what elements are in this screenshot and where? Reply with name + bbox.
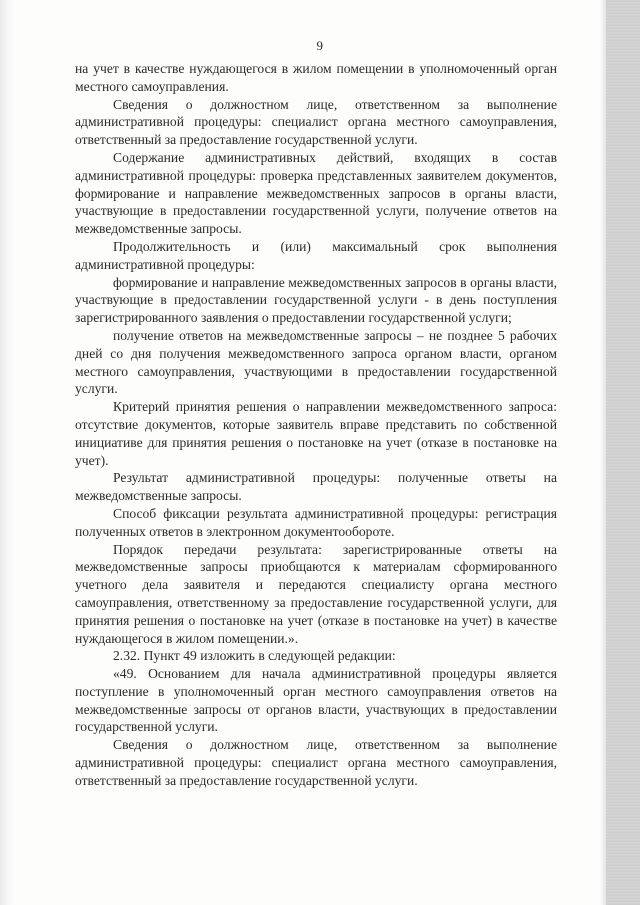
paragraph-response-receiving: получение ответов на межведомственные запросы – не позднее 5 рабочих дней со дня получения межведомственного запроса органом власти, органом местного самоуправления, участвующими в предоставлении государственной услуги.: [75, 327, 557, 397]
paragraph-responsible-person: Сведения о должностном лице, ответственном за выполнение административной процедуры: специалист органа местного самоуправления, ответственный за предоставление государственной услуги.: [75, 96, 557, 148]
paragraph-clause-49: «49. Основанием для начала административной процедуры является поступление в уполномоченный орган местного самоуправления ответов на межведомственные запросы от органов власти, участвующих в предоставлении государственной услуги.: [75, 666, 557, 735]
paragraph-responsible-person-2: Сведения о должностном лице, ответственном за выполнение административной процедуры: специалист органа местного самоуправления, ответственный за предоставление государственной услуги.: [75, 737, 557, 788]
paragraph-result: Результат административной процедуры: полученные ответы на межведомственные запросы.: [75, 470, 557, 504]
page-number: 9: [316, 38, 324, 53]
paragraph-fixation-method: Способ фиксации результата административной процедуры: регистрация полученных ответов в электронном документообороте.: [75, 505, 557, 539]
paragraph-content-of-actions: Содержание административных действий, входящих в состав административной процедуры: проверка представленных заявителем документов, формирование и направление межведомственных запросов в органы власти, участвующие в предоставлении государственной услуги, получение ответов на межведомственные запросы.: [75, 149, 557, 237]
paragraph-decision-criterion: Критерий принятия решения о направлении межведомственного запроса: отсутствие документов, которые заявитель вправе представить по собственной инициативе для принятия решения о постановке на учет (отказе в постановке на учет).: [75, 399, 557, 468]
paragraph-continuation: на учет в качестве нуждающегося в жилом помещении в уполномоченный орган местного самоуправления.: [75, 61, 557, 94]
scan-shadow-left: [0, 0, 14, 905]
paragraph-duration: Продолжительность и (или) максимальный срок выполнения административной процедуры:: [75, 238, 557, 272]
paragraph-clause-2-32: 2.32. Пункт 49 изложить в следующей редакции:: [113, 648, 396, 664]
paragraph-request-forming: формирование и направление межведомственных запросов в органы власти, участвующие в предоставлении государственной услуги - в день поступления зарегистрированного заявления о предоставлении государственной услуги;: [75, 274, 557, 326]
scan-border-right: [606, 0, 640, 905]
paragraph-transfer-order: Порядок передачи результата: зарегистрированные ответы на межведомственные запросы приобщаются к материалам сформированного учетного дела заявителя и передаются специалисту органа местного самоуправления, ответственному за предоставление государственной услуги, для принятия решения о постановке на учет (отказе в постановке на учет) в качестве нуждающегося в жилом помещении.».: [75, 541, 557, 646]
document-body: [75, 60, 557, 790]
